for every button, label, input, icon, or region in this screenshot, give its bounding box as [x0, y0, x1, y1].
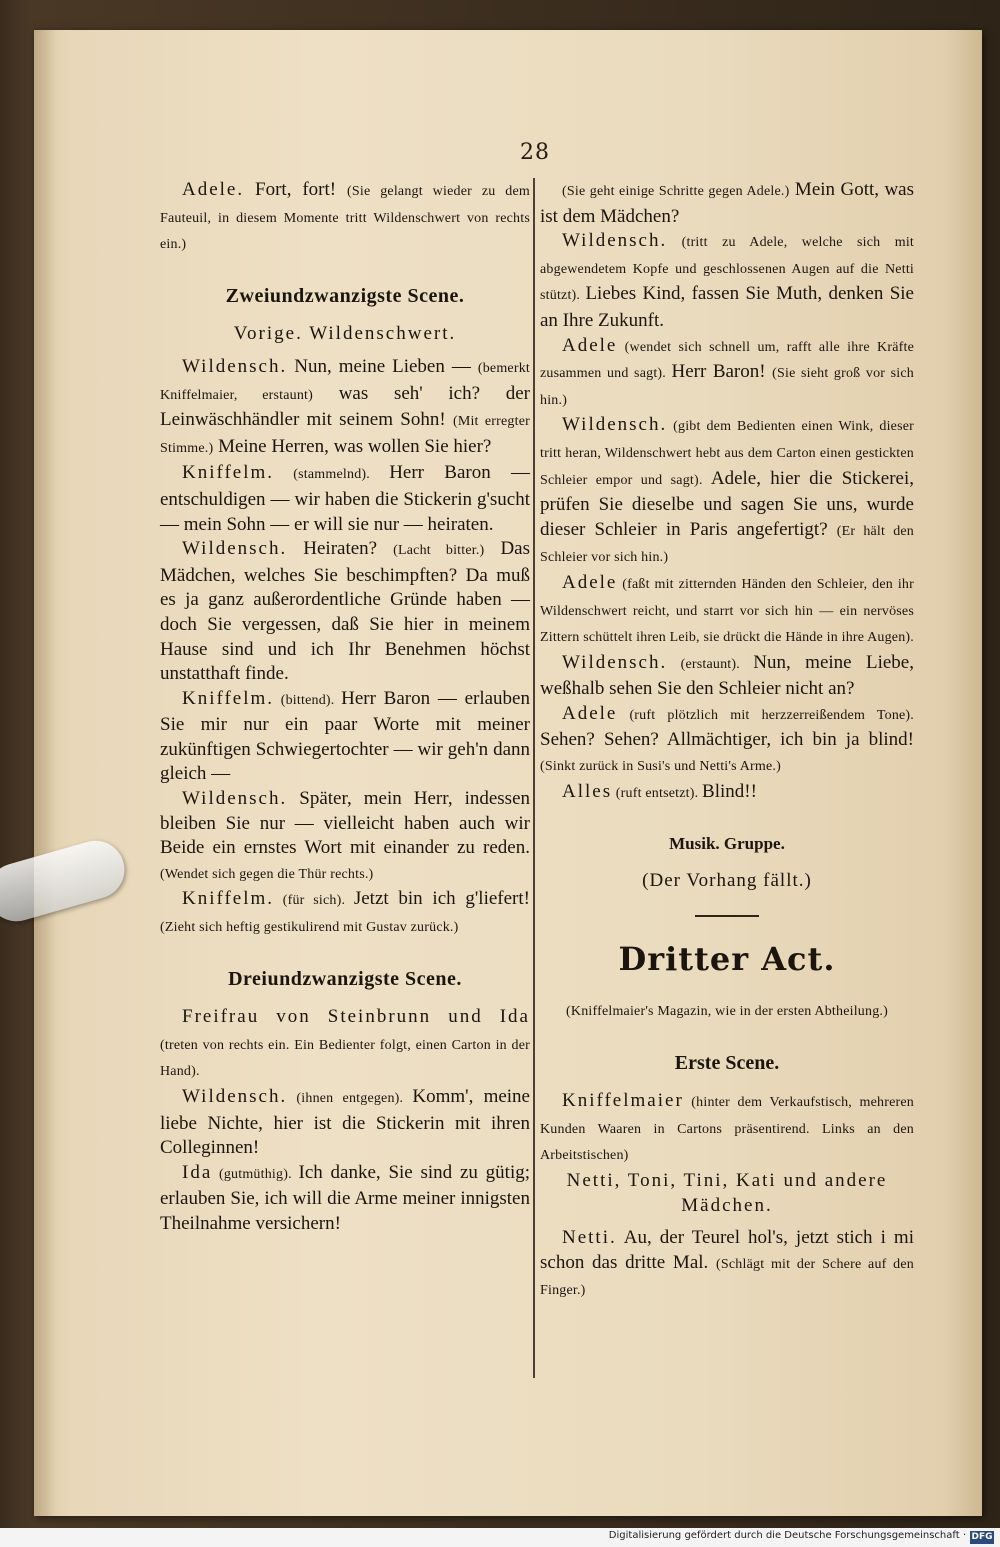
speaker-name: Wildensch.	[562, 230, 668, 252]
dialogue-text: Adele, hier die Stickerei, prüfen Sie dieselbe und sagen Sie uns, wurde dieser Schleier in Paris angefertigt?	[540, 467, 914, 540]
speaker-name: Freifrau von Steinbrunn und Ida	[182, 1006, 530, 1028]
left-speech	[160, 687, 530, 787]
stage-direction: (Zieht sich heftig gestikulirend mit Gustav zurück.)	[160, 920, 459, 936]
stage-direction: (erstaunt).	[667, 656, 754, 672]
left-speech	[160, 461, 530, 537]
curtain-direction: (Der Vorhang fällt.)	[642, 869, 812, 891]
stage-direction: (ruft entsetzt).	[612, 785, 703, 801]
speaker-name: Adele.	[182, 179, 245, 200]
stage-direction: (ruft plötzlich mit herzzerreißendem Tone).	[617, 707, 914, 723]
right-column	[540, 178, 914, 1304]
stage-direction: (Sie geht einige Schritte gegen Adele.)	[562, 184, 790, 199]
stage-direction: (ihnen entgegen).	[287, 1091, 413, 1106]
right-speech	[540, 413, 914, 571]
speaker-name: Wildensch.	[182, 355, 288, 377]
dialogue-text: Mein Gott, was ist dem Mädchen?	[540, 179, 915, 227]
dialogue-text: Das Mädchen, welches Sie beschimpften? Da muß es ja ganz außerordentliche Gründe haben — doch Sie vergessen, daß Sie hier in meinem Hause sind und ich Ihr Benehmen höchst unstatthaft finde.	[160, 538, 530, 685]
speaker-name: Kniffelm.	[182, 462, 275, 484]
left-column	[160, 178, 530, 1237]
dialogue-text: Heiraten?	[287, 538, 394, 560]
speaker-name: Wildensch.	[182, 788, 288, 810]
stage-direction: (wendet sich schnell um, rafft alle ihre Kräfte zusammen und sagt).	[540, 339, 914, 382]
speaker-name: Wildensch.	[182, 1086, 288, 1107]
funding-note: Digitalisierung gefördert durch die Deutsche Forschungsgemeinschaft ·	[608, 1530, 966, 1541]
right-speech	[540, 651, 914, 702]
stage-direction: (gutmüthig).	[212, 1166, 299, 1182]
stage-direction: (Sie gelangt wieder zu dem Fauteuil, in diesem Momente tritt Wildenschwert von rechts ein.)	[160, 184, 530, 253]
stage-direction: (Lacht bitter.)	[393, 543, 485, 559]
scene-heading: Zweiundzwanzigste Scene.	[225, 284, 465, 307]
setting-direction: (Kniffelmaier's Magazin, wie in der ersten Abtheilung.)	[566, 1004, 888, 1020]
speaker-name: Adele	[562, 334, 618, 356]
right-speech	[540, 571, 914, 651]
stage-direction: (bemerkt Kniffelmaier, erstaunt)	[160, 360, 530, 403]
speaker-name: Kniffelmaier	[562, 1090, 684, 1112]
stage-direction: (Wendet sich gegen die Thür rechts.)	[160, 866, 374, 882]
speaker-name: Ida	[182, 1161, 213, 1183]
speaker-name: Wildensch.	[562, 414, 668, 436]
right-speech	[540, 702, 914, 780]
left-speech	[160, 178, 530, 258]
stage-direction: (tritt zu Adele, welche sich mit abgewendetem Kopfe und geschlossenen Augen auf die Netti stützt).	[540, 235, 914, 304]
stage-direction: (treten von rechts ein. Ein Bedienter folgt, einen Carton in der Hand).	[160, 1037, 530, 1080]
left-speech	[160, 887, 530, 940]
dialogue-text: Später, mein Herr, indessen bleiben Sie nur — vielleicht haben auch wir Beide ein ernstes Wort mit einander zu reden.	[160, 788, 530, 859]
speaker-name: Wildensch.	[182, 538, 288, 560]
column-divider	[533, 178, 535, 1378]
dialogue-text: Blind!!	[702, 780, 757, 802]
stage-direction: (gibt dem Bedienten einen Wink, dieser tritt heran, Wildenschwert hebt aus dem Carton einen gestickten Schleier empor und sagt).	[540, 419, 914, 488]
right-speech	[540, 229, 914, 333]
dialogue-text: Herr Baron — entschuldigen — wir haben die Stickerin g'sucht — mein Sohn — er will sie nur — heiraten.	[160, 462, 530, 535]
stage-direction: (stammelnd).	[274, 467, 390, 483]
dialogue-text: Herr Baron — erlauben Sie mir nur ein paar Worte mit meiner zukünftigen Schwiegertochter — wir geh'n dann gleich —	[160, 687, 530, 785]
stage-direction: (für sich).	[274, 893, 354, 909]
dialogue-text: Komm', meine liebe Nichte, hier ist die Stickerin mit ihren Colleginnen!	[160, 1086, 530, 1159]
dialogue-text: Au, der Teurel hol's, jetzt stich i mi schon das dritte Mal.	[540, 1227, 914, 1273]
page-number: 28	[520, 140, 550, 165]
dialogue-text: Nun, meine Lieben —	[287, 355, 478, 377]
page-gutter-shadow	[34, 30, 56, 1516]
scene-heading: Dreiundzwanzigste Scene.	[228, 967, 462, 990]
stage-direction: (hinter dem Verkaufstisch, mehreren Kunden Waaren in Cartons präsentirend. Links an den Arbeitstischen)	[540, 1095, 914, 1164]
speaker-name: Wildensch.	[562, 651, 668, 673]
section-rule	[695, 915, 759, 917]
persons-line: Vorige. Wildenschwert.	[233, 323, 457, 345]
dialogue-text: Meine Herren, was wollen Sie hier?	[213, 435, 492, 457]
dialogue-text: Fort, fort!	[244, 179, 348, 200]
stage-direction: (Sinkt zurück in Susi's und Netti's Arme.)	[540, 759, 781, 775]
dialogue-text: Liebes Kind, fassen Sie Muth, denken Sie an Ihre Zukunft.	[540, 283, 914, 331]
act-title: Dritter Act.	[618, 940, 836, 979]
dialogue-text: was seh' ich? der Leinwäschhändler mit seinem Sohn!	[160, 382, 530, 431]
stage-direction: (Schlägt mit der Schere auf den Finger.)	[540, 1256, 914, 1299]
right-speech	[540, 780, 914, 807]
speaker-name: Alles	[562, 780, 613, 802]
dfg-logo: DFG	[971, 1532, 993, 1542]
dialogue-text: Sehen? Sehen? Allmächtiger, ich bin ja blind!	[540, 729, 914, 751]
footer-bar	[0, 1528, 1000, 1547]
speaker-name: Kniffelm.	[182, 888, 275, 910]
left-speech	[160, 355, 530, 461]
left-speech	[160, 787, 530, 887]
stage-direction: (Er hält den Schleier vor sich hin.)	[540, 523, 915, 566]
dialogue-text: Herr Baron!	[671, 361, 773, 383]
dialogue-text: Ich danke, Sie sind zu gütig; erlauben Sie, ich will die Arme meiner innigsten Theilnahme versichern!	[160, 1161, 530, 1234]
stage-direction: (Sie sieht groß vor sich hin.)	[540, 366, 914, 408]
right-speech	[540, 334, 914, 414]
speaker-name: Adele	[562, 571, 618, 593]
right-speech	[540, 1089, 914, 1169]
left-speech	[160, 1161, 530, 1237]
left-speech	[160, 1085, 530, 1161]
stage-direction: (faßt mit zitternden Händen den Schleier, den ihr Wildenschwert reicht, und starrt vor sich hin — ein nervöses Zittern schüttelt ihren Leib, sie drückt die Hände in ihre Augen).	[540, 576, 914, 646]
persons-line: Netti, Toni, Tini, Kati und andere Mädchen.	[566, 1170, 888, 1216]
scene-heading: Erste Scene.	[674, 1051, 780, 1074]
speaker-name: Adele	[562, 702, 618, 724]
left-speech	[160, 537, 530, 687]
speaker-name: Kniffelm.	[182, 687, 275, 709]
speaker-name: Netti.	[562, 1227, 617, 1249]
right-speech	[540, 178, 914, 229]
stage-direction: (Mit erregter Stimme.)	[160, 414, 530, 456]
left-speech	[160, 1005, 530, 1085]
music-direction: Musik. Gruppe.	[669, 834, 785, 854]
stage-direction: (bittend).	[274, 692, 342, 708]
right-speech	[540, 1226, 914, 1304]
dialogue-text: Nun, meine Liebe, weßhalb sehen Sie den Schleier nicht an?	[540, 651, 914, 700]
dialogue-text: Jetzt bin ich g'liefert!	[353, 888, 530, 910]
